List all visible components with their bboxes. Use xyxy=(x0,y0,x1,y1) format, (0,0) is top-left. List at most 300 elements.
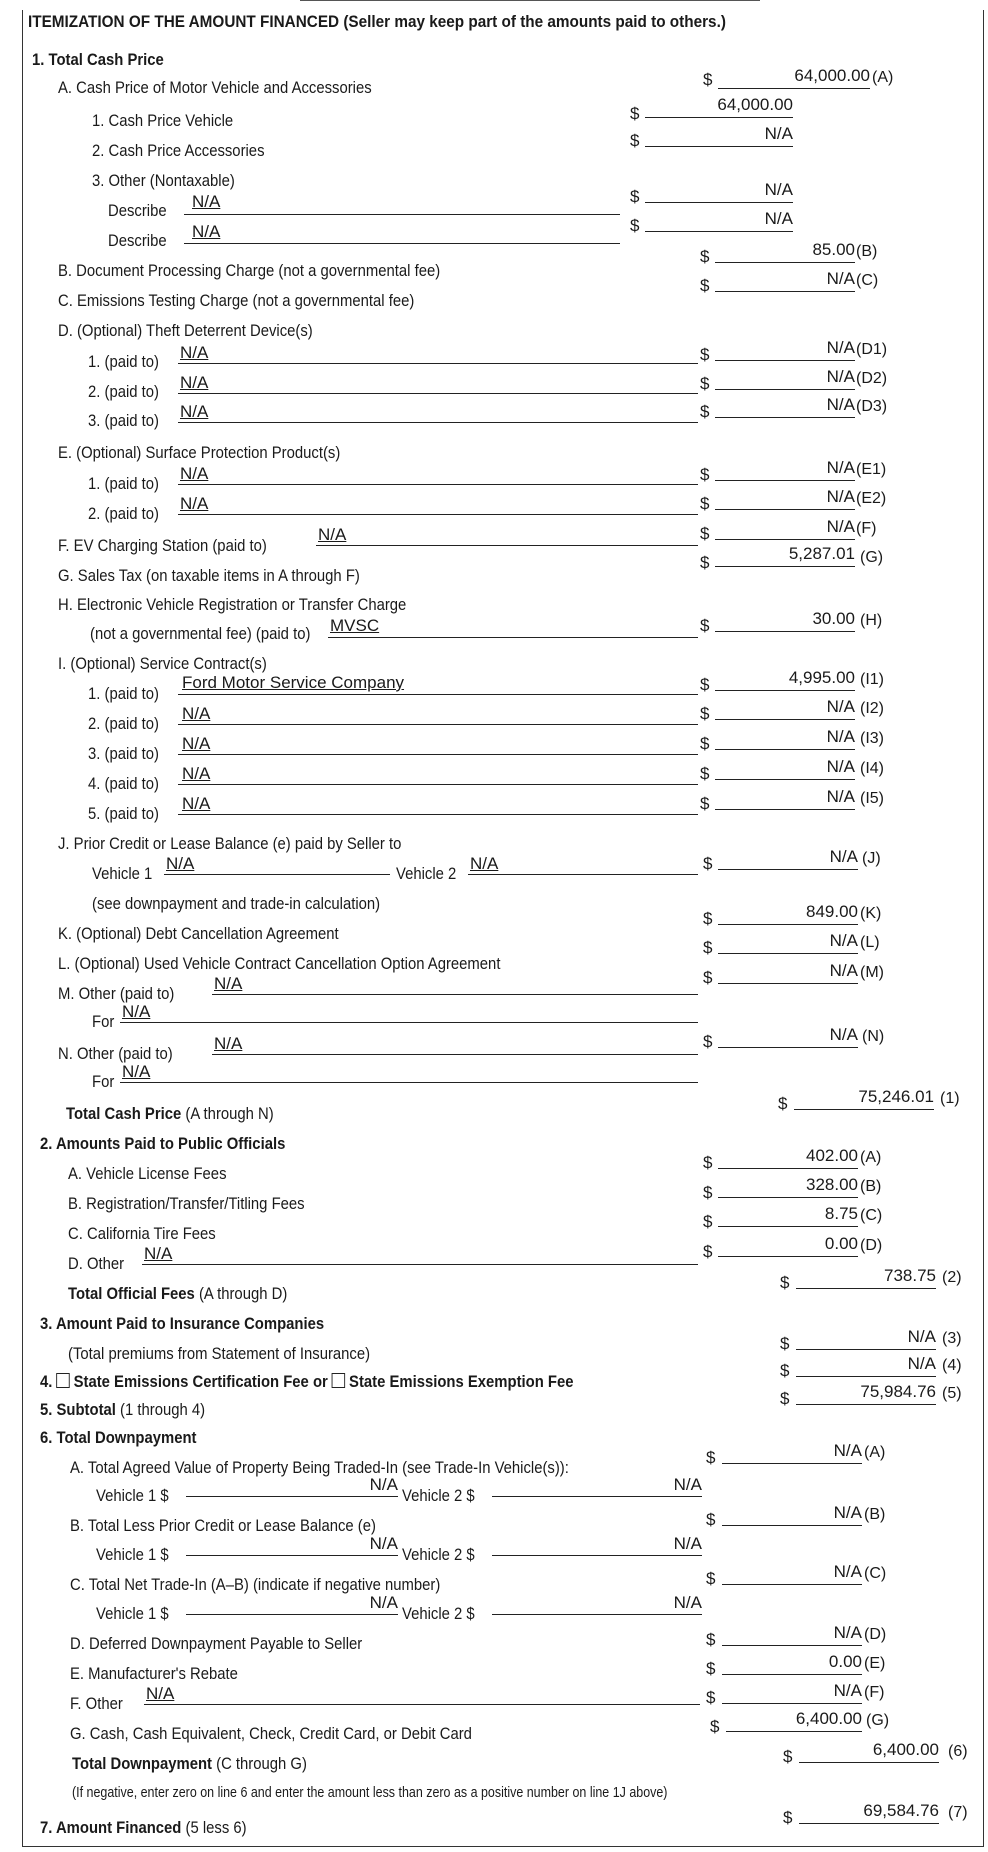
amount-financed-label-bold: 7. Amount Financed xyxy=(40,1819,182,1837)
line-1n-for-label: For xyxy=(92,1073,115,1091)
line-1d2-code: (D2) xyxy=(856,370,888,387)
line-1i4-value: N/A xyxy=(182,764,211,783)
line-1f-value: N/A xyxy=(318,525,347,544)
line-1a1-label: 1. Cash Price Vehicle xyxy=(92,112,234,130)
dollar-sign: $ xyxy=(703,909,713,928)
line-1h-code: (H) xyxy=(860,612,883,629)
downpayment-note: (If negative, enter zero on line 6 and enter the amount less than zero as a positive number on line 1J above) xyxy=(72,1785,668,1801)
line-6a-vehicle2-label: Vehicle 2 $ xyxy=(402,1487,475,1505)
line-1n-for-value: N/A xyxy=(122,1062,151,1081)
line-2b-code: (B) xyxy=(860,1178,882,1195)
amount-financed-label xyxy=(40,1818,247,1838)
amount-rule xyxy=(715,719,855,720)
line-1h-value: MVSC xyxy=(330,616,380,635)
line-2a-amount: 402.00 xyxy=(806,1146,858,1165)
section-3-heading: 3. Amount Paid to Insurance Companies xyxy=(40,1315,325,1333)
line-6c-vehicle2-label: Vehicle 2 $ xyxy=(402,1605,475,1623)
dollar-sign: $ xyxy=(700,402,710,421)
section-4-label xyxy=(40,1372,574,1392)
total-official-fees-label-bold: Total Official Fees xyxy=(68,1285,195,1303)
line-2c-label: C. California Tire Fees xyxy=(68,1225,216,1243)
dollar-sign: $ xyxy=(706,1510,716,1529)
line-1e1-amount: N/A xyxy=(826,458,855,477)
line-1d-label: D. (Optional) Theft Deterrent Device(s) xyxy=(58,322,313,340)
line-1a2-amount: N/A xyxy=(764,124,793,143)
dollar-sign: $ xyxy=(700,794,710,813)
line-6g-amount: 6,400.00 xyxy=(795,1709,862,1728)
line-1n-code: (N) xyxy=(862,1028,885,1045)
dollar-sign: $ xyxy=(700,734,710,753)
line-6c-vehicle1-label: Vehicle 1 $ xyxy=(96,1605,169,1623)
line-6a-vehicle1-value: N/A xyxy=(369,1475,398,1494)
paid-to-rule xyxy=(178,422,698,423)
describe-1-label: Describe xyxy=(108,202,167,220)
line-1a-label: A. Cash Price of Motor Vehicle and Accessories xyxy=(58,79,372,97)
dollar-sign: $ xyxy=(780,1273,790,1292)
total-official-fees-amount: 738.75 xyxy=(884,1266,936,1285)
line-6a-vehicle2-value: N/A xyxy=(673,1475,702,1494)
amount-rule xyxy=(718,1226,858,1227)
line-1i5-code: (I5) xyxy=(860,790,884,807)
dollar-sign: $ xyxy=(700,465,710,484)
line-6d-amount: N/A xyxy=(833,1623,862,1642)
line-1k-label: K. (Optional) Debt Cancellation Agreement xyxy=(58,925,339,943)
line-1e2-value: N/A xyxy=(180,494,209,513)
describe-2-label: Describe xyxy=(108,232,167,250)
amount-rule xyxy=(715,417,855,418)
vehicle2-rule xyxy=(492,1614,702,1615)
dollar-sign: $ xyxy=(703,1212,713,1231)
line-6e-label: E. Manufacturer's Rebate xyxy=(70,1665,238,1683)
line-1m-value: N/A xyxy=(214,974,243,993)
subtotal-code: (5) xyxy=(942,1385,962,1402)
emissions-exemption-label: State Emissions Exemption Fee xyxy=(349,1373,574,1391)
amount-rule xyxy=(722,1645,862,1646)
total-downpayment-amount: 6,400.00 xyxy=(872,1740,939,1759)
amount-rule xyxy=(715,262,855,263)
line-2d-amount: 0.00 xyxy=(824,1234,858,1253)
amount-rule xyxy=(715,749,855,750)
dollar-sign: $ xyxy=(706,1630,716,1649)
amount-rule xyxy=(718,1168,858,1169)
dollar-sign: $ xyxy=(703,968,713,987)
describe-1-value: N/A xyxy=(192,192,221,211)
dollar-sign: $ xyxy=(700,247,710,266)
total-cash-price-label-rest: (A through N) xyxy=(185,1105,274,1123)
line-2d-code: (D) xyxy=(860,1237,883,1254)
line-1i5-label: 5. (paid to) xyxy=(88,805,159,823)
dollar-sign: $ xyxy=(703,938,713,957)
line-1e1-code: (E1) xyxy=(856,461,887,478)
line-6c-amount: N/A xyxy=(833,1562,862,1581)
dollar-sign: $ xyxy=(703,1183,713,1202)
line-1i1-label: 1. (paid to) xyxy=(88,685,159,703)
amount-rule xyxy=(715,809,855,810)
dollar-sign: $ xyxy=(630,187,640,206)
line-1k-code: (K) xyxy=(860,905,882,922)
amount-rule xyxy=(645,231,793,232)
emissions-certification-checkbox[interactable] xyxy=(57,1373,71,1388)
line-2d-label: D. Other xyxy=(68,1255,125,1273)
amount-rule xyxy=(645,146,793,147)
line-1h-label-2: (not a governmental fee) (paid to) xyxy=(90,625,311,643)
line-1j-code: (J) xyxy=(862,850,881,867)
amount-financed-code: (7) xyxy=(948,1804,968,1821)
line-1e2-code: (E2) xyxy=(856,490,887,507)
amount-rule xyxy=(718,1197,858,1198)
other-rule xyxy=(142,1264,698,1265)
total-downpayment-label-bold: Total Downpayment xyxy=(72,1755,212,1773)
line-6a-amount: N/A xyxy=(833,1441,862,1460)
amount-rule xyxy=(715,631,855,632)
describe-2-rule xyxy=(184,243,620,244)
paid-to-rule xyxy=(178,784,698,785)
dollar-sign: $ xyxy=(706,1688,716,1707)
line-1i4-code: (I4) xyxy=(860,760,884,777)
line-1i1-amount: 4,995.00 xyxy=(788,668,855,687)
amount-rule xyxy=(715,389,855,390)
total-cash-price-label-bold: Total Cash Price xyxy=(66,1105,182,1123)
dollar-sign: $ xyxy=(700,764,710,783)
dollar-sign: $ xyxy=(700,616,710,635)
line-6b-label: B. Total Less Prior Credit or Lease Balance (e) xyxy=(70,1517,376,1535)
paid-to-rule xyxy=(316,545,698,546)
vehicle1-rule xyxy=(164,874,390,875)
describe-2-amount: N/A xyxy=(764,209,793,228)
line-2c-amount: 8.75 xyxy=(824,1204,858,1223)
line-6g-label: G. Cash, Cash Equivalent, Check, Credit Card, or Debit Card xyxy=(70,1725,472,1743)
line-1d3-amount: N/A xyxy=(826,395,855,414)
line-1c-code: (C) xyxy=(856,272,879,289)
line-1m-for-value: N/A xyxy=(122,1002,151,1021)
form-bottom-rule xyxy=(22,1846,984,1847)
line-1i3-code: (I3) xyxy=(860,730,884,747)
line-1d1-amount: N/A xyxy=(826,338,855,357)
line-1j-vehicle2-label: Vehicle 2 xyxy=(396,865,457,883)
subtotal-label-rest: (1 through 4) xyxy=(120,1401,206,1419)
amount-rule xyxy=(645,202,793,203)
line-1l-amount: N/A xyxy=(829,931,858,950)
dollar-sign: $ xyxy=(703,1032,713,1051)
total-official-fees-label-rest: (A through D) xyxy=(198,1285,288,1303)
amount-rule xyxy=(722,1703,862,1704)
line-1i2-code: (I2) xyxy=(860,700,884,717)
line-1i1-value: Ford Motor Service Company xyxy=(182,673,405,692)
dollar-sign: $ xyxy=(700,276,710,295)
line-1j-label-1: J. Prior Credit or Lease Balance (e) paid by Seller to xyxy=(58,835,402,853)
line-1d3-label: 3. (paid to) xyxy=(88,412,159,430)
line-1a1-amount: 64,000.00 xyxy=(717,95,793,114)
paid-to-rule xyxy=(178,724,698,725)
paid-to-rule xyxy=(212,994,698,995)
dollar-sign: $ xyxy=(780,1361,790,1380)
amount-rule xyxy=(715,566,855,567)
line-6b-vehicle2-label: Vehicle 2 $ xyxy=(402,1546,475,1564)
dollar-sign: $ xyxy=(700,374,710,393)
section-4-number: 4. xyxy=(40,1373,53,1391)
dollar-sign: $ xyxy=(710,1717,720,1736)
paid-to-rule xyxy=(178,484,698,485)
section-3-code: (3) xyxy=(942,1330,962,1347)
line-1d1-label: 1. (paid to) xyxy=(88,353,159,371)
line-1h-label-1: H. Electronic Vehicle Registration or Transfer Charge xyxy=(58,596,407,614)
dollar-sign: $ xyxy=(700,704,710,723)
section-6-heading: 6. Total Downpayment xyxy=(40,1429,197,1447)
line-1m-for-label: For xyxy=(92,1013,115,1031)
dollar-sign: $ xyxy=(783,1747,793,1766)
describe-1-rule xyxy=(184,214,620,215)
line-1j-amount: N/A xyxy=(829,847,858,866)
amount-rule xyxy=(796,1376,936,1377)
line-6e-amount: 0.00 xyxy=(828,1652,862,1671)
line-1j-vehicle1-label: Vehicle 1 xyxy=(92,865,153,883)
line-6e-code: (E) xyxy=(864,1655,886,1672)
dollar-sign: $ xyxy=(700,675,710,694)
top-rule xyxy=(300,0,760,1)
amount-rule xyxy=(715,480,855,481)
vehicle2-rule xyxy=(492,1496,702,1497)
line-1n-value: N/A xyxy=(214,1034,243,1053)
dollar-sign: $ xyxy=(703,70,713,89)
subtotal-amount: 75,984.76 xyxy=(860,1382,936,1401)
line-1i4-label: 4. (paid to) xyxy=(88,775,159,793)
for-rule xyxy=(120,1022,698,1023)
vehicle2-rule xyxy=(492,1555,702,1556)
line-1i-label: I. (Optional) Service Contract(s) xyxy=(58,655,267,673)
amount-rule xyxy=(715,509,855,510)
or-label: or xyxy=(312,1373,328,1391)
line-6c-code: (C) xyxy=(864,1565,887,1582)
line-1a-amount: 64,000.00 xyxy=(794,66,870,85)
dollar-sign: $ xyxy=(706,1448,716,1467)
amount-rule xyxy=(799,1762,939,1763)
paid-to-rule xyxy=(178,754,698,755)
line-2a-code: (A) xyxy=(860,1149,882,1166)
line-1b-code: (B) xyxy=(856,243,878,260)
dollar-sign: $ xyxy=(700,494,710,513)
line-6b-code: (B) xyxy=(864,1506,886,1523)
dollar-sign: $ xyxy=(706,1569,716,1588)
line-6a-label: A. Total Agreed Value of Property Being Traded-In (see Trade-In Vehicle(s)): xyxy=(70,1459,569,1477)
section-2-heading: 2. Amounts Paid to Public Officials xyxy=(40,1135,286,1153)
amount-rule xyxy=(718,953,858,954)
section-4-code: (4) xyxy=(942,1357,962,1374)
total-downpayment-label-rest: (C through G) xyxy=(216,1755,307,1773)
amount-rule xyxy=(718,983,858,984)
line-6a-code: (A) xyxy=(864,1444,886,1461)
emissions-exemption-checkbox[interactable] xyxy=(332,1373,346,1388)
amount-rule xyxy=(715,779,855,780)
other-rule xyxy=(144,1704,700,1705)
section-1-heading: 1. Total Cash Price xyxy=(32,51,164,69)
line-1g-label: G. Sales Tax (on taxable items in A through F) xyxy=(58,567,360,585)
amount-rule xyxy=(722,1584,862,1585)
amount-rule xyxy=(715,539,855,540)
line-2c-code: (C) xyxy=(860,1207,883,1224)
paid-to-rule xyxy=(178,814,698,815)
line-1a2-label: 2. Cash Price Accessories xyxy=(92,142,265,160)
dollar-sign: $ xyxy=(703,1242,713,1261)
section-3-amount: N/A xyxy=(907,1327,936,1346)
line-6f-value: N/A xyxy=(146,1684,175,1703)
paid-to-rule xyxy=(178,694,698,695)
title-note: (Seller may keep part of the amounts paid to others.) xyxy=(343,12,726,31)
line-1i2-amount: N/A xyxy=(826,697,855,716)
line-6g-code: (G) xyxy=(866,1712,890,1729)
vehicle2-rule xyxy=(468,874,698,875)
line-1n-label: N. Other (paid to) xyxy=(58,1045,173,1063)
line-2d-value: N/A xyxy=(144,1244,173,1263)
dollar-sign: $ xyxy=(700,553,710,572)
line-1i3-label: 3. (paid to) xyxy=(88,745,159,763)
total-cash-price-amount: 75,246.01 xyxy=(858,1087,934,1106)
line-1e-label: E. (Optional) Surface Protection Product(s) xyxy=(58,444,341,462)
line-1d1-code: (D1) xyxy=(856,341,888,358)
section-3-sub: (Total premiums from Statement of Insurance) xyxy=(68,1345,371,1363)
line-1e1-label: 1. (paid to) xyxy=(88,475,159,493)
paid-to-rule xyxy=(178,514,698,515)
total-official-fees-code: (2) xyxy=(942,1269,962,1286)
line-1j-label-3: (see downpayment and trade-in calculation) xyxy=(92,895,381,913)
subtotal-label-bold: 5. Subtotal xyxy=(40,1401,116,1419)
line-1l-code: (L) xyxy=(860,934,880,951)
paid-to-rule xyxy=(178,393,698,394)
line-6c-vehicle2-value: N/A xyxy=(673,1593,702,1612)
dollar-sign: $ xyxy=(703,854,713,873)
line-1i5-amount: N/A xyxy=(826,787,855,806)
paid-to-rule xyxy=(212,1054,698,1055)
dollar-sign: $ xyxy=(706,1659,716,1678)
describe-2-value: N/A xyxy=(192,222,221,241)
total-downpayment-label xyxy=(72,1754,307,1774)
line-6d-label: D. Deferred Downpayment Payable to Seller xyxy=(70,1635,363,1653)
line-1m-amount: N/A xyxy=(829,961,858,980)
total-downpayment-code: (6) xyxy=(948,1743,968,1760)
total-cash-price-code: (1) xyxy=(940,1090,960,1107)
line-1d1-value: N/A xyxy=(180,343,209,362)
amount-financed-label-rest: (5 less 6) xyxy=(185,1819,247,1837)
dollar-sign: $ xyxy=(700,524,710,543)
paid-to-rule xyxy=(178,363,698,364)
line-6c-vehicle1-value: N/A xyxy=(369,1593,398,1612)
line-1c-label: C. Emissions Testing Charge (not a governmental fee) xyxy=(58,292,415,310)
amount-rule xyxy=(718,1047,858,1048)
amount-rule xyxy=(722,1674,862,1675)
amount-rule xyxy=(726,1731,862,1732)
paid-to-rule xyxy=(328,637,698,638)
line-2b-amount: 328.00 xyxy=(806,1175,858,1194)
line-1c-amount: N/A xyxy=(826,269,855,288)
line-1f-amount: N/A xyxy=(826,517,855,536)
line-1d3-value: N/A xyxy=(180,402,209,421)
dollar-sign: $ xyxy=(630,131,640,150)
dollar-sign: $ xyxy=(630,104,640,123)
vehicle1-rule xyxy=(186,1555,398,1556)
line-6b-vehicle1-label: Vehicle 1 $ xyxy=(96,1546,169,1564)
line-1k-amount: 849.00 xyxy=(806,902,858,921)
line-1g-amount: 5,287.01 xyxy=(788,544,855,563)
line-1i2-label: 2. (paid to) xyxy=(88,715,159,733)
section-5-label xyxy=(40,1400,205,1420)
form-title xyxy=(28,12,726,32)
dollar-sign: $ xyxy=(783,1808,793,1827)
line-1d3-code: (D3) xyxy=(856,398,888,415)
dollar-sign: $ xyxy=(780,1334,790,1353)
line-1i5-value: N/A xyxy=(182,794,211,813)
line-1f-code: (F) xyxy=(856,520,877,537)
vehicle1-rule xyxy=(186,1496,398,1497)
line-1i1-code: (I1) xyxy=(860,671,884,688)
line-6b-vehicle2-value: N/A xyxy=(673,1534,702,1553)
amount-rule xyxy=(796,1288,936,1289)
line-1e2-label: 2. (paid to) xyxy=(88,505,159,523)
line-1i3-value: N/A xyxy=(182,734,211,753)
amount-rule xyxy=(718,869,858,870)
line-1n-amount: N/A xyxy=(829,1025,858,1044)
amount-rule xyxy=(645,117,793,118)
amount-financed-amount: 69,584.76 xyxy=(863,1801,939,1820)
line-6b-amount: N/A xyxy=(833,1503,862,1522)
amount-rule xyxy=(715,690,855,691)
vehicle1-rule xyxy=(186,1614,398,1615)
line-1h-amount: 30.00 xyxy=(812,609,855,628)
amount-rule xyxy=(794,1109,934,1110)
title-text: ITEMIZATION OF THE AMOUNT FINANCED xyxy=(28,12,340,31)
line-1g-code: (G) xyxy=(860,549,884,566)
total-official-fees-label xyxy=(68,1284,287,1304)
amount-rule xyxy=(718,1256,858,1257)
section-4-amount: N/A xyxy=(907,1354,936,1373)
amount-rule xyxy=(722,1463,862,1464)
line-6b-vehicle1-value: N/A xyxy=(369,1534,398,1553)
line-2b-label: B. Registration/Transfer/Titling Fees xyxy=(68,1195,305,1213)
line-1a-code: (A) xyxy=(872,69,894,86)
amount-rule xyxy=(718,88,870,89)
emissions-certification-label: State Emissions Certification Fee xyxy=(73,1373,309,1391)
line-1d2-value: N/A xyxy=(180,373,209,392)
amount-rule xyxy=(722,1525,862,1526)
for-rule xyxy=(120,1082,698,1083)
line-1i2-value: N/A xyxy=(182,704,211,723)
dollar-sign: $ xyxy=(630,216,640,235)
line-1f-label: F. EV Charging Station (paid to) xyxy=(58,537,267,555)
line-6d-code: (D) xyxy=(864,1626,887,1643)
amount-rule xyxy=(799,1823,939,1824)
line-1j-vehicle2-value: N/A xyxy=(470,854,499,873)
dollar-sign: $ xyxy=(700,345,710,364)
line-6f-amount: N/A xyxy=(833,1681,862,1700)
line-1a3-label: 3. Other (Nontaxable) xyxy=(92,172,235,190)
line-1e2-amount: N/A xyxy=(826,487,855,506)
amount-rule xyxy=(796,1349,936,1350)
line-1b-label: B. Document Processing Charge (not a governmental fee) xyxy=(58,262,441,280)
dollar-sign: $ xyxy=(778,1094,788,1113)
line-2a-label: A. Vehicle License Fees xyxy=(68,1165,227,1183)
amount-rule xyxy=(715,360,855,361)
amount-rule xyxy=(718,924,858,925)
total-cash-price-label xyxy=(66,1104,274,1124)
line-1m-code: (M) xyxy=(860,964,884,981)
amount-rule xyxy=(796,1404,936,1405)
dollar-sign: $ xyxy=(703,1153,713,1172)
line-6f-code: (F) xyxy=(864,1684,885,1701)
amount-rule xyxy=(715,291,855,292)
line-1l-label: L. (Optional) Used Vehicle Contract Cancellation Option Agreement xyxy=(58,955,501,973)
dollar-sign: $ xyxy=(780,1389,790,1408)
line-6c-label: C. Total Net Trade-In (A–B) (indicate if negative number) xyxy=(70,1576,441,1594)
line-1d2-label: 2. (paid to) xyxy=(88,383,159,401)
line-6a-vehicle1-label: Vehicle 1 $ xyxy=(96,1487,169,1505)
